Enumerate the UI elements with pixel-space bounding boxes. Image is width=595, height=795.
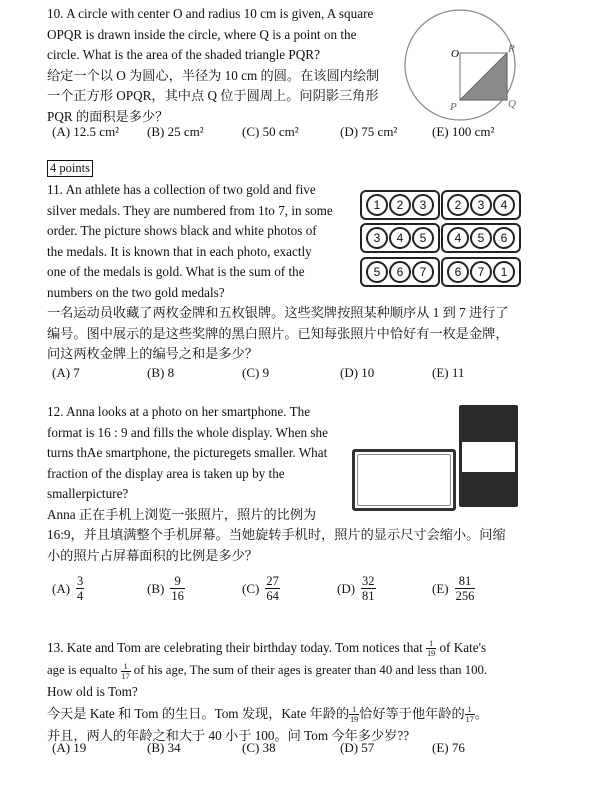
q13-en-line: of Kate's [439, 640, 487, 655]
medal: 6 [389, 261, 411, 283]
q12-en-line: turns thAe smartphone, the picturegets smaller. What [47, 445, 328, 460]
medal: 3 [366, 227, 388, 249]
q13-number: 13. [47, 640, 64, 655]
fraction-1-19 [349, 705, 359, 724]
q11-en-line: An athlete has a collection of two gold and five [65, 182, 316, 197]
medal-photo [360, 190, 440, 220]
label-o: O [451, 48, 459, 60]
q11-zh-line: 问这两枚金牌上的编号之和是多少？ [47, 346, 258, 361]
portrait-phone [459, 405, 518, 507]
q12-en-line: fraction of the display area is taken up by the [47, 465, 285, 481]
q10-option-d[interactable]: (D) 75 cm² [340, 124, 398, 139]
q13-option-a[interactable]: (A) 19 [52, 740, 87, 755]
q12-zh-line: 小的照片占屏幕面积的比例是多少？ [47, 547, 258, 563]
medal: 4 [447, 227, 469, 249]
denominator: 256 [455, 589, 475, 603]
q13-text [47, 637, 557, 747]
fraction [76, 574, 84, 603]
q12-option-label: (A) [52, 580, 71, 596]
medal: 7 [412, 261, 434, 283]
numerator: 1 [349, 705, 359, 715]
q10-en-line: A circle with center O and radius 10 cm is given, A square [66, 6, 374, 21]
numerator: 32 [362, 574, 375, 588]
q13-en-line: of his age, The sum of their ages is greater than 40 and less than 100. [133, 663, 488, 677]
numerator: 9 [170, 574, 185, 589]
medal-photo [360, 257, 440, 287]
medal: 7 [470, 261, 492, 283]
q11-en-line: the medals. It is known that in each photo, exactly [47, 243, 312, 259]
medal: 1 [493, 261, 515, 283]
fraction [170, 574, 185, 603]
q12-option-label: (B) [147, 580, 165, 596]
denominator: 81 [362, 589, 375, 603]
medal: 5 [412, 227, 434, 249]
q10-option-a[interactable]: (A) 12.5 cm² [52, 124, 120, 139]
fraction-1-19 [426, 639, 436, 658]
fraction-1-17 [465, 705, 475, 724]
medal: 5 [366, 261, 388, 283]
q11-option-b[interactable]: (B) 8 [147, 365, 175, 380]
fraction-1-17 [121, 662, 131, 681]
landscape-screen [357, 454, 451, 506]
q13-zh-line: 。 [474, 706, 488, 721]
medal: 6 [493, 227, 515, 249]
q10-option-e[interactable]: (E) 100 cm² [432, 124, 495, 139]
denominator: 64 [266, 589, 279, 603]
denominator: 16 [171, 589, 184, 603]
q12-en-line: format is 16 : 9 and fills the whole display. When she [47, 424, 328, 440]
q11-en-line: one of the medals is gold. What is the sum of the [47, 264, 305, 279]
label-r: R [508, 43, 515, 55]
medal: 1 [366, 194, 388, 216]
landscape-phone [352, 449, 456, 511]
points-badge: 4 points [47, 160, 93, 177]
q13-zh-line: 今天是 Kate 和 Tom 的生日。Tom 发现，Kate 年龄的 [47, 706, 350, 721]
numerator: 1 [465, 705, 475, 715]
q12-option-e[interactable] [432, 574, 475, 603]
q13-en-line: How old is Tom? [47, 684, 138, 699]
numerator: 27 [266, 574, 279, 588]
medal-photo [441, 190, 521, 220]
q13-en-line: age is equalto [47, 663, 118, 677]
q12-en-line: Anna looks at a photo on her smartphone. The [66, 404, 311, 419]
q10-text [47, 4, 402, 127]
q13-en-line: Kate and Tom are celebrating their birthday today. Tom notices that [66, 640, 423, 655]
q10-option-b[interactable]: (B) 25 cm² [147, 124, 204, 139]
denominator: 17 [121, 671, 130, 681]
medal-photo [360, 223, 440, 253]
label-q: Q [508, 98, 516, 110]
q11-zh-line: 编号。图中展示的是这些奖牌的黑白照片。已知每张照片中恰好有一枚是金牌， [47, 325, 509, 341]
medal: 3 [470, 194, 492, 216]
medal-photo [441, 223, 521, 253]
q12-zh-line: Anna 正在手机上浏览一张照片，照片的比例为 [47, 506, 317, 522]
medal-photo [441, 257, 521, 287]
q12-en-line: smallerpicture? [47, 486, 129, 501]
q13-option-d[interactable]: (D) 57 [340, 740, 375, 755]
denominator: 19 [350, 715, 359, 725]
medal: 3 [412, 194, 434, 216]
q12-option-label: (E) [432, 580, 449, 596]
numerator: 81 [455, 574, 476, 589]
q13-option-b[interactable]: (B) 34 [147, 740, 181, 755]
q13-option-e[interactable]: (E) 76 [432, 740, 465, 755]
q10-en-line: circle. What is the area of the shaded triangle PQR? [47, 47, 320, 62]
denominator: 19 [427, 649, 436, 659]
medal: 2 [389, 194, 411, 216]
q10-zh-line: PQR 的面积是多少？ [47, 108, 169, 124]
q12-option-c[interactable] [242, 574, 280, 603]
q12-number: 12. [47, 404, 64, 419]
q11-en-line: silver medals. They are numbered from 1to 7, in some [47, 202, 333, 218]
q11-text [47, 180, 352, 303]
fraction [455, 574, 476, 603]
fraction [361, 574, 376, 603]
q12-option-label: (D) [337, 580, 356, 596]
q10-number: 10. [47, 6, 64, 21]
fraction [265, 574, 280, 603]
rotated-picture [462, 442, 515, 472]
q12-zh-line: 16:9，并且填满整个手机屏幕。当她旋转手机时，照片的显示尺寸会缩小。问缩 [47, 527, 506, 542]
q12-option-b[interactable] [147, 574, 185, 603]
q11-option-a[interactable]: (A) 7 [52, 365, 80, 380]
q11-zh-line: 一名运动员收藏了两枚金牌和五枚银牌。这些奖牌按照某种顺序从 1 到 7 进行了 [47, 305, 509, 320]
q12-option-a[interactable] [52, 574, 84, 603]
numerator: 3 [77, 574, 84, 588]
medal: 6 [447, 261, 469, 283]
q10-en-line: OPQR is drawn inside the circle, where Q is a point on the [47, 26, 357, 42]
q10-zh-line: 给定一个以 O 为圆心，半径为 10 cm 的圆。在该圆内绘制 [47, 67, 380, 83]
label-p: P [450, 101, 457, 113]
medal: 4 [493, 194, 515, 216]
q11-en-line: numbers on the two gold medals? [47, 284, 225, 300]
medal: 2 [447, 194, 469, 216]
numerator: 1 [426, 639, 436, 649]
denominator: 17 [465, 715, 474, 725]
medal: 4 [389, 227, 411, 249]
numerator: 1 [121, 662, 131, 672]
q11-number: 11. [47, 182, 63, 197]
q10-zh-line: 一个正方形 OPQR，其中点 Q 位于圆周上。问阴影三角形 [47, 88, 379, 103]
q12-zh-text [47, 525, 547, 566]
q12-text [47, 402, 339, 525]
q13-zh-line: 并且，两人的年龄之和大于 40 小于 100。问 Tom 今年多少岁?? [47, 728, 410, 743]
q10-option-c[interactable]: (C) 50 cm² [242, 124, 299, 139]
q11-option-c[interactable]: (C) 9 [242, 365, 270, 380]
q10-circle-figure [402, 6, 522, 128]
q11-option-d[interactable]: (D) 10 [340, 365, 375, 380]
medal: 5 [470, 227, 492, 249]
q13-zh-line: 恰好等于他年龄的 [359, 706, 465, 721]
q11-en-line: order. The picture shows black and white photos of [47, 223, 317, 238]
q12-option-label: (C) [242, 580, 260, 596]
q11-zh-text [47, 303, 547, 365]
shaded-triangle-pqr [460, 53, 507, 100]
q13-option-c[interactable]: (C) 38 [242, 740, 276, 755]
denominator: 4 [77, 589, 84, 603]
q12-option-d[interactable] [337, 574, 376, 603]
q11-option-e[interactable]: (E) 11 [432, 365, 465, 380]
